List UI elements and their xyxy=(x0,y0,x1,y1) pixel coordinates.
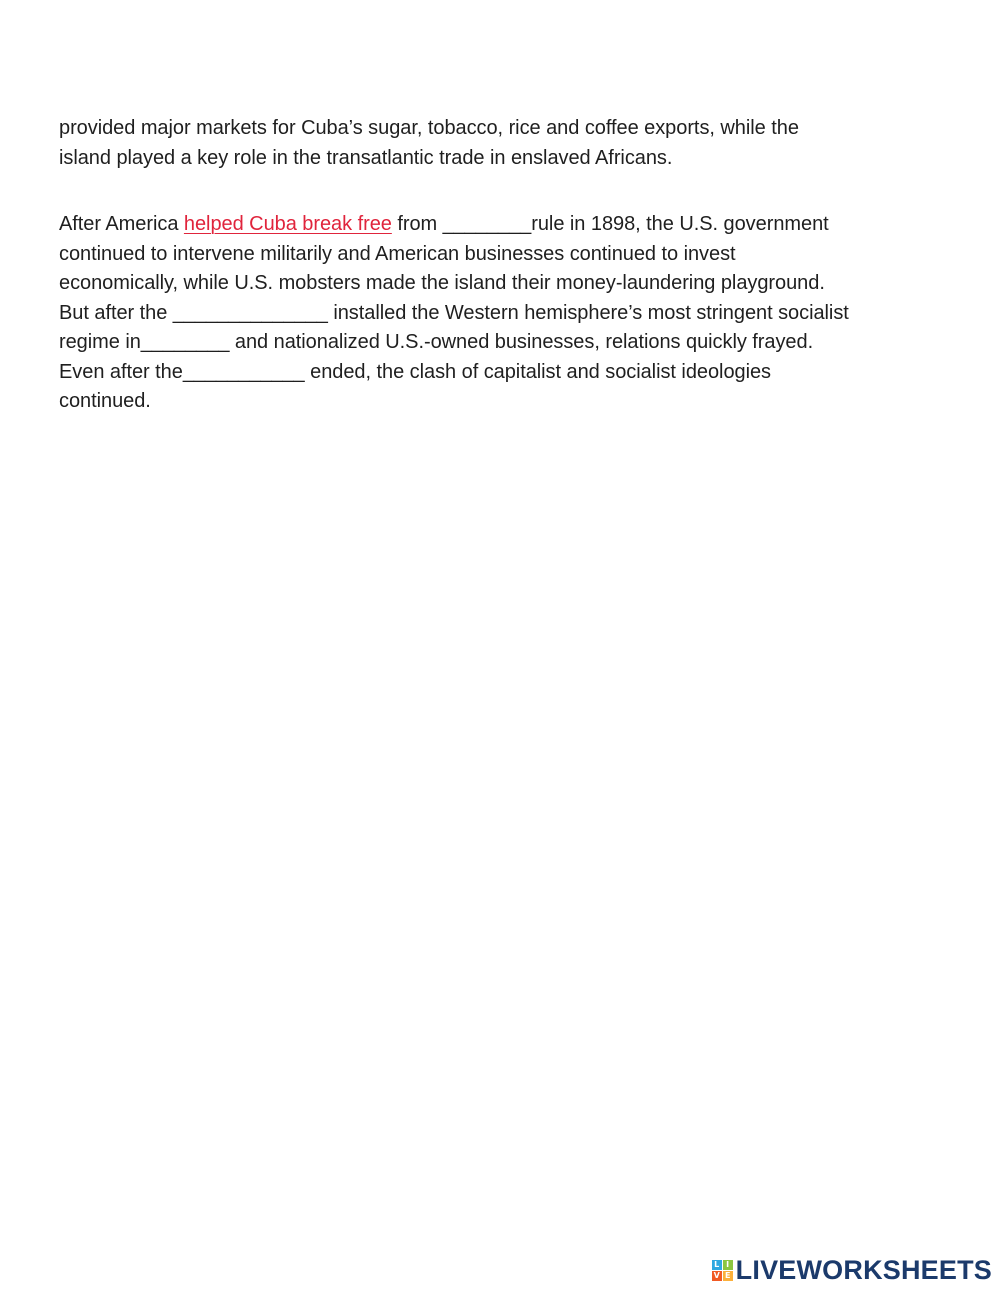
liveworksheets-logo xyxy=(712,1253,992,1287)
text-line: island played a key role in the transatlantic trade in enslaved Africans. xyxy=(59,146,673,169)
text-line: economically, while U.S. mobsters made the island their money-laundering playground. xyxy=(59,272,825,294)
text-line: Even after the___________ ended, the clash of capitalist and socialist ideologies xyxy=(59,360,772,383)
text-segment: from ________rule in 1898, the U.S. government xyxy=(391,213,829,235)
helped-cuba-break-free-link[interactable]: helped Cuba break free xyxy=(183,213,392,235)
logo-tile: I xyxy=(723,1260,733,1270)
logo-tile: V xyxy=(713,1270,720,1280)
text-line: continued. xyxy=(59,390,151,412)
text-line-with-link xyxy=(59,210,949,240)
paragraph-colonial-trade xyxy=(59,114,949,173)
text-line: regime in________ and nationalized U.S.-owned businesses, relations quickly frayed. xyxy=(59,331,814,353)
text-segment: After America xyxy=(59,213,184,235)
brand-name: LIVEWORKSHEETS xyxy=(735,1254,992,1285)
logo-tile: L xyxy=(712,1260,722,1270)
text-line: continued to intervene militarily and American businesses continued to invest xyxy=(59,242,736,265)
liveworksheets-mark-icon xyxy=(712,1260,733,1281)
text-line: But after the ______________ installed the Western hemisphere’s most stringent socialist xyxy=(59,301,849,324)
logo-tile: E xyxy=(723,1271,733,1281)
text-line: provided major markets for Cuba’s sugar, tobacco, rice and coffee exports, while the xyxy=(59,117,799,139)
paragraph-fill-in-blanks xyxy=(59,210,949,417)
